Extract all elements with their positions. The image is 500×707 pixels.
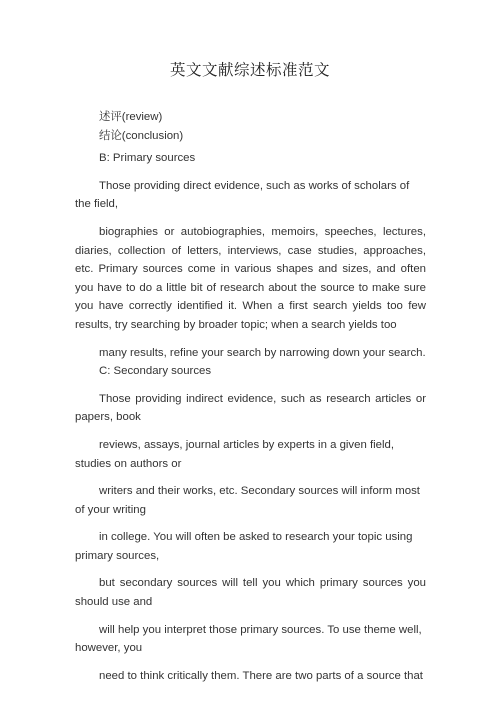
paragraph-critical: need to think critically them. There are two parts of a source that [99,669,423,682]
paragraph-college: in college. You will often be asked to research your topic using primary sources, [75,531,413,562]
document-title: 英文文献综述标准范文 [169,61,330,79]
paragraph-secondary-reviews: reviews, assays, journal articles by experts in a given field, studies on authors or [75,438,395,470]
paragraph-interpret: will help you interpret those primary sources. To use theme well, however, you [75,623,422,655]
paragraph-secondary-sources-heading: C: Secondary sources [99,365,212,378]
paragraph-conclusion: 结论(conclusion) [99,129,184,142]
paragraph-primary-definition: Those providing direct evidence, such as works of scholars of the field, [75,179,410,211]
paragraph-refine-search: many results, refine your search by narrowing down your search. [99,346,426,359]
document-body [75,108,426,690]
paragraph-review: 述评(review) [99,111,163,123]
paragraph-secondary-writers: writers and their works, etc. Secondary sources will inform most of your writing [75,485,420,516]
paragraph-primary-sources-heading: B: Primary sources [99,152,196,165]
paragraph-primary-details: biographies or autobiographies, memoirs, speeches, lectures, diaries, collection of letters, interviews, case studies, approaches, etc. Primary sources come in various shapes and sizes, and often you have to do a little bit of research about the source to make sure you have correctly identified it. When a first search yields too few results, try searching by broader topic; when a search yields too [75,225,426,331]
paragraph-secondary-definition: Those providing indirect evidence, such as research articles or papers, book [75,392,426,424]
paragraph-which-sources: but secondary sources will tell you which primary sources you should use and [75,577,426,609]
